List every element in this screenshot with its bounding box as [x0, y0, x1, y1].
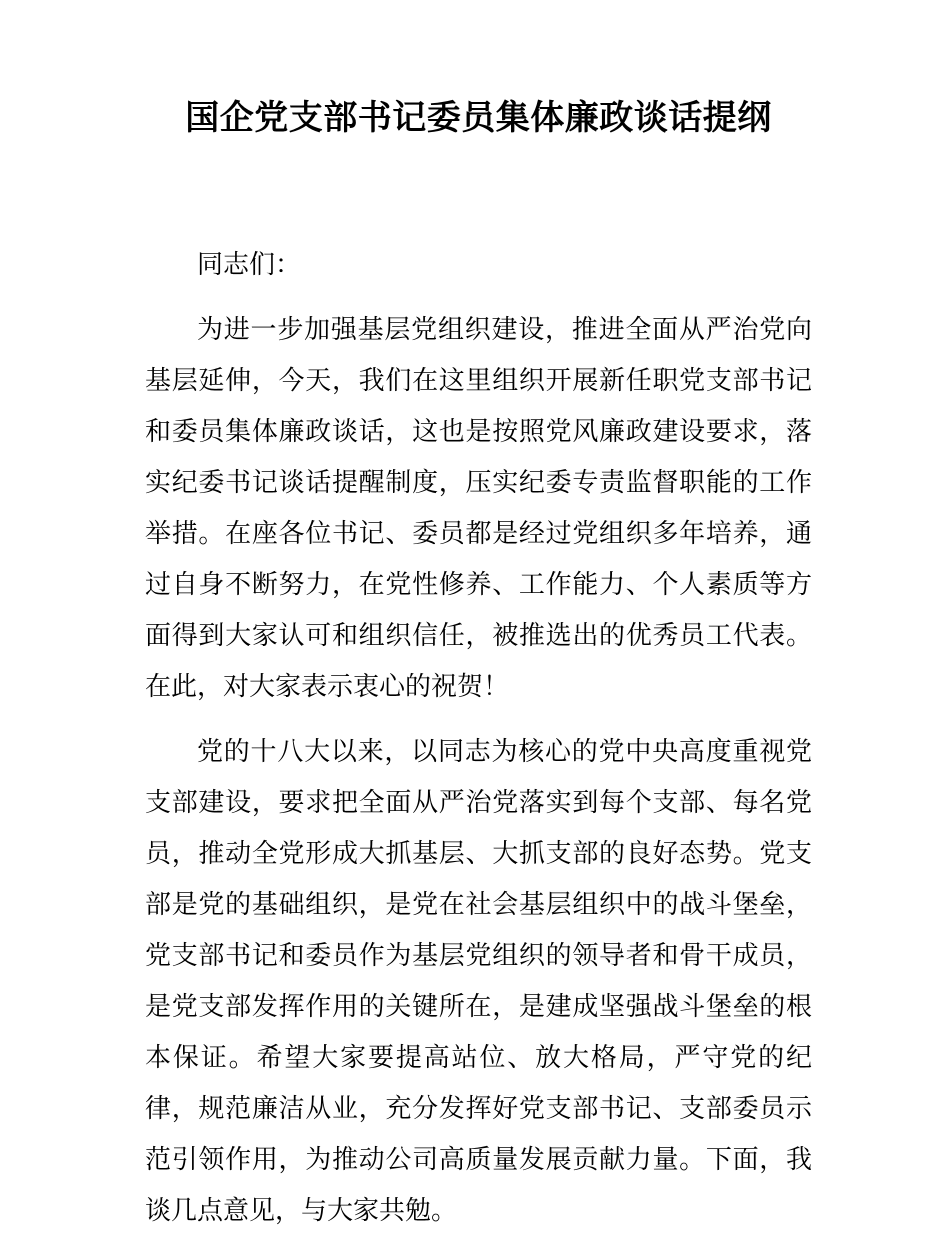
body-paragraph-2: 党的十八大以来，以同志为核心的党中央高度重视党支部建设，要求把全面从严治党落实到每个支部、每名党员，推动全党形成大抓基层、大抓支部的良好态势。党支部是党的基础组织，是党在社会基层组织中的战斗堡垒，党支部书记和委员作为基层党组织的领导者和骨干成员，是党支部发挥作用的关键所在，是建成坚强战斗堡垒的根本保证。希望大家要提高站位、放大格局，严守党的纪律，规范廉洁从业，充分发挥好党支部书记、支部委员示范引领作用，为推动公司高质量发展贡献力量。下面，我谈几点意见，与大家共勉。 [145, 736, 812, 1225]
body-paragraph-1: 为进一步加强基层党组织建设，推进全面从严治党向基层延伸，今天，我们在这里组织开展新任职党支部书记和委员集体廉政谈话，这也是按照党风廉政建设要求，落实纪委书记谈话提醒制度，压实纪委专责监督职能的工作举措。在座各位书记、委员都是经过党组织多年培养，通过自身不断努力，在党性修养、工作能力、个人素质等方面得到大家认可和组织信任，被推选出的优秀员工代表。在此，对大家表示衷心的祝贺！ [145, 314, 812, 701]
document-title: 国企党支部书记委员集体廉政谈话提纲 [185, 99, 772, 137]
salutation-paragraph: 同志们： [197, 249, 302, 279]
